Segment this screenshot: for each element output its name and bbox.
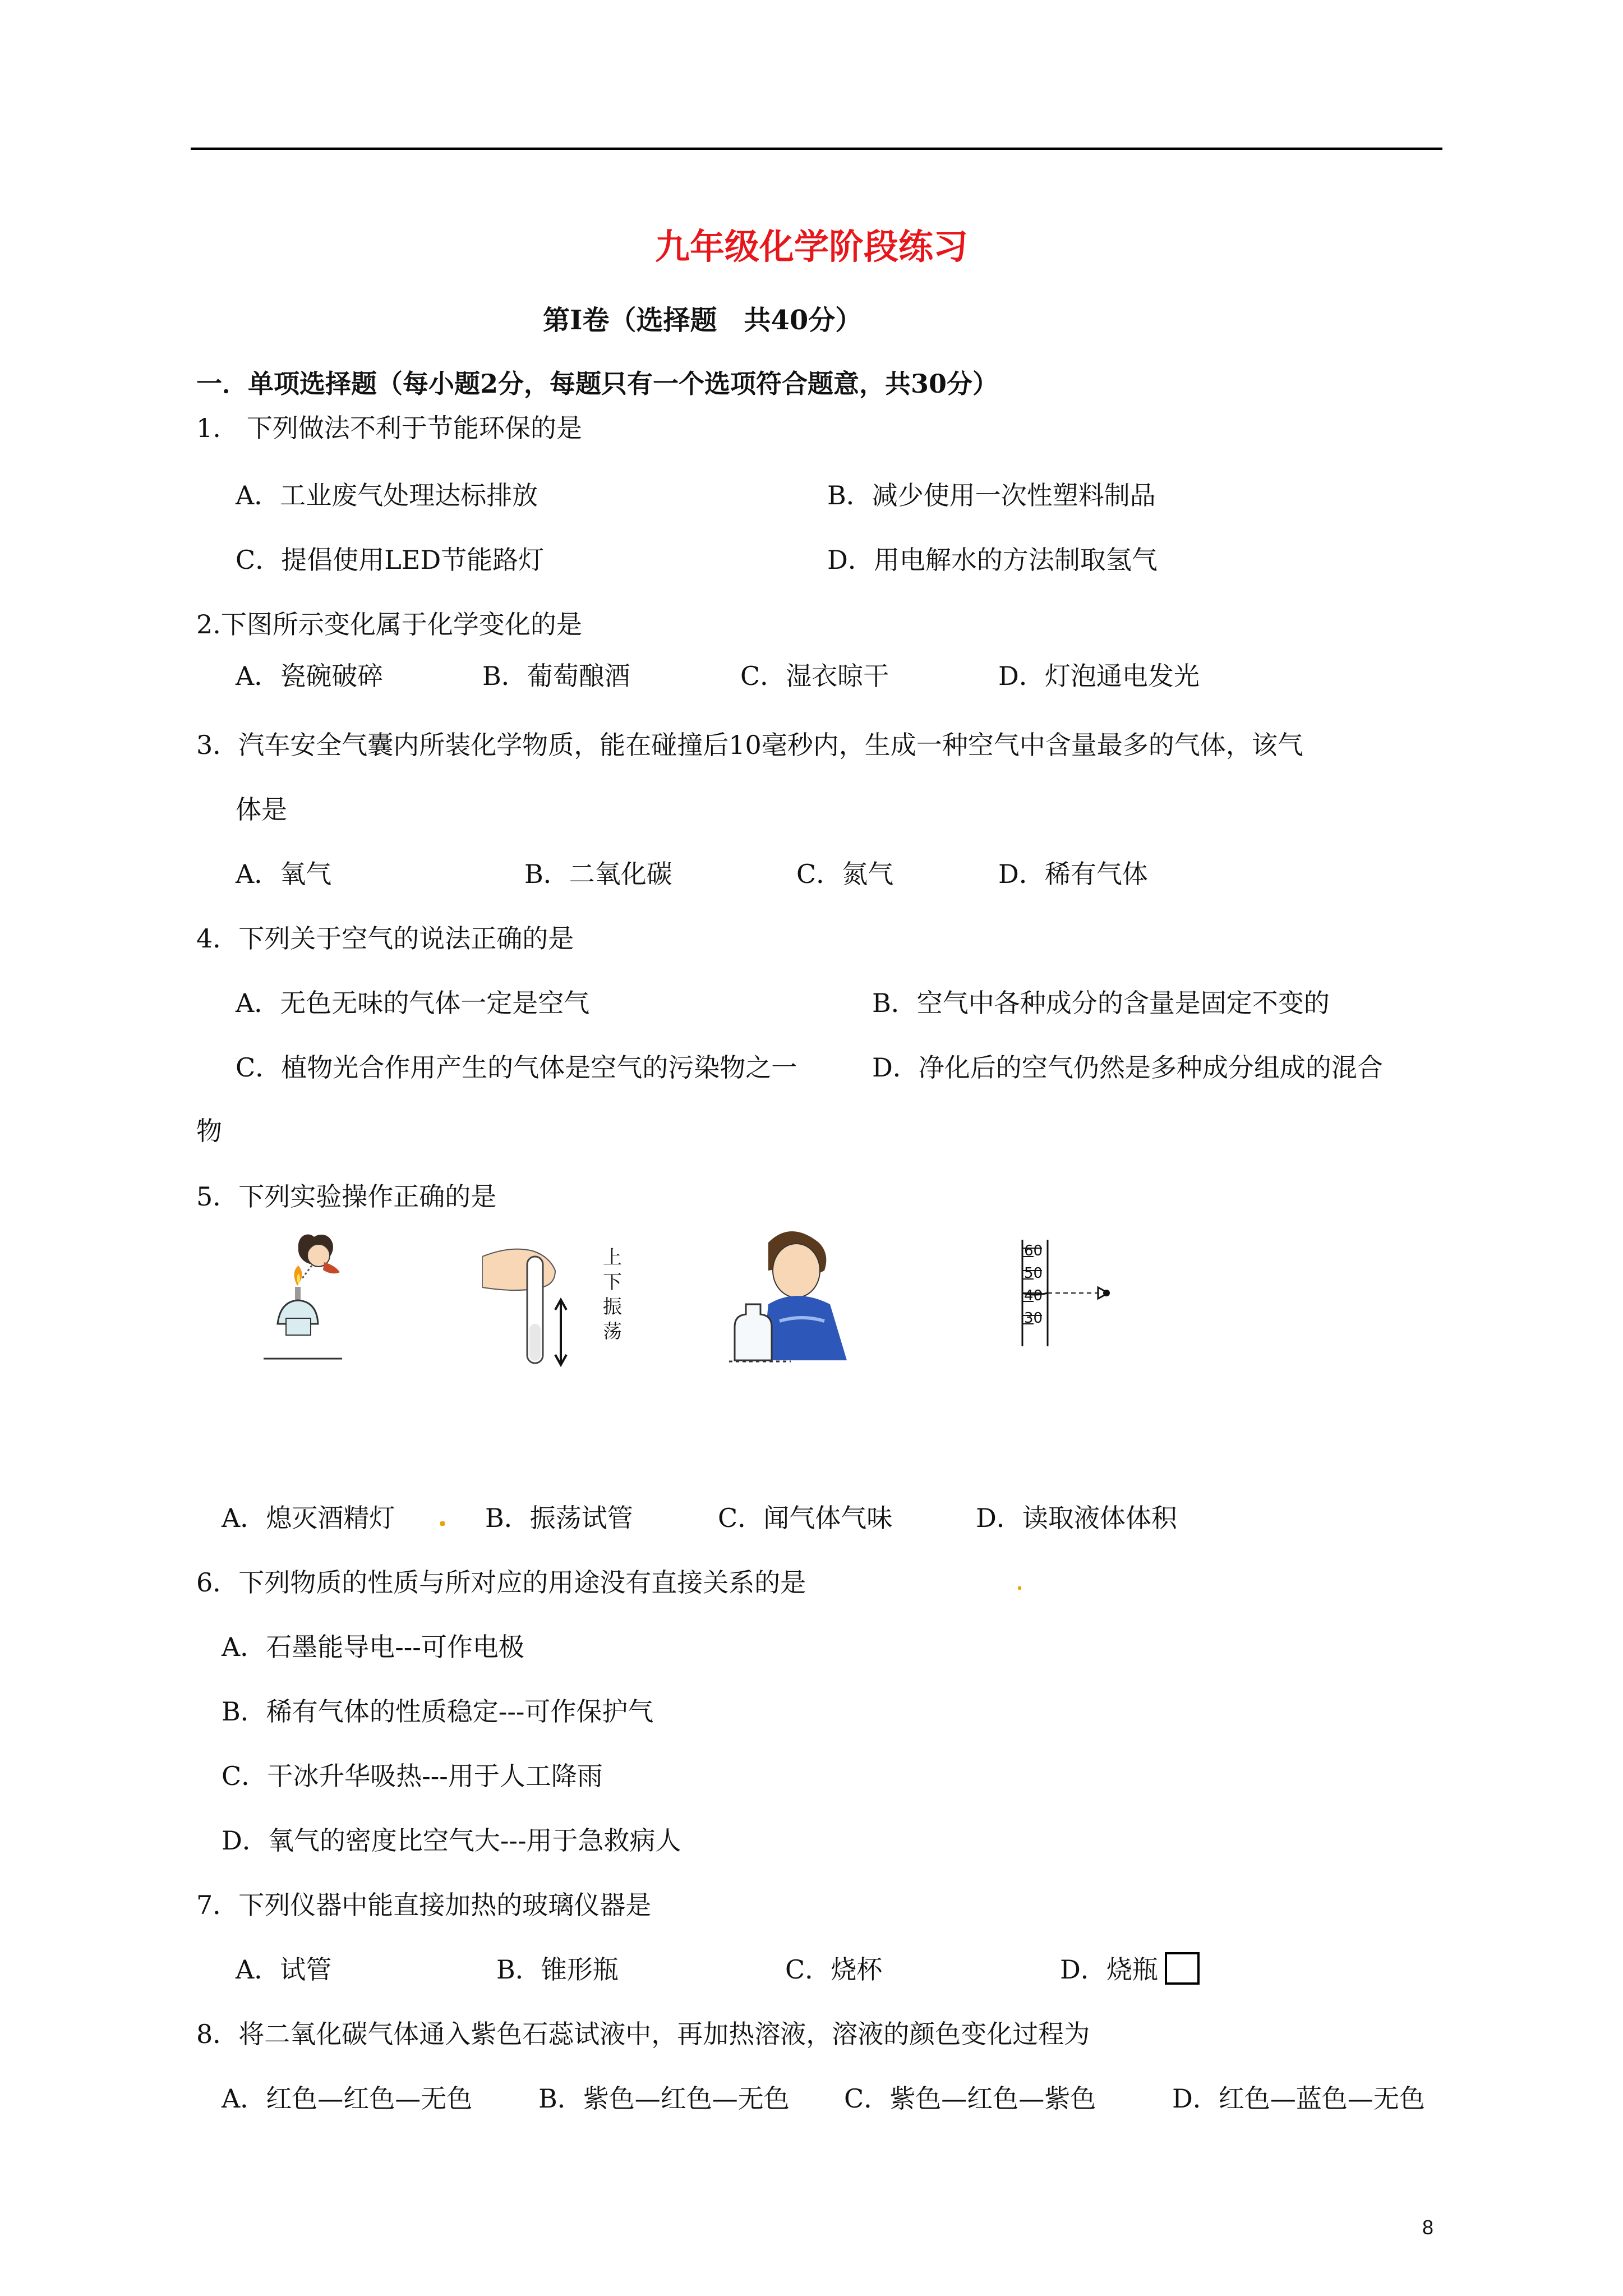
q7-option-b: B．锥形瓶 <box>496 1954 619 1985</box>
q3-option-b: B．二氧化碳 <box>524 859 672 889</box>
q2-option-b: B．葡萄酿酒 <box>482 661 630 691</box>
q8-option-d: D．红色—蓝色—无色 <box>1172 2083 1425 2114</box>
figure-b-label-3: 振 <box>603 1296 622 1318</box>
header-rule <box>191 148 1442 150</box>
q3-stem-line1: 3．汽车安全气囊内所装化学物质，能在碰撞后10毫秒内，生成一种空气中含量最多的气体，该气 <box>196 730 1303 760</box>
q7-stem: 7．下列仪器中能直接加热的玻璃仪器是 <box>196 1890 652 1920</box>
figure-b-shake-test-tube <box>482 1234 617 1374</box>
decorative-dot <box>1018 1586 1021 1590</box>
figure-d-tick-labels <box>1024 1240 1046 1329</box>
figure-b-label-4: 荡 <box>603 1320 622 1343</box>
q4-option-d-continued: 物 <box>196 1116 222 1146</box>
q2-stem: 2.下图所示变化属于化学变化的是 <box>196 609 582 639</box>
q4-option-b: B．空气中各种成分的含量是固定不变的 <box>872 988 1330 1018</box>
figure-d-tick-50: 50 <box>1024 1265 1043 1282</box>
q3-option-a: A．氧气 <box>236 859 332 889</box>
q8-stem: 8．将二氧化碳气体通入紫色石蕊试液中，再加热溶液，溶液的颜色变化过程为 <box>196 2019 1090 2049</box>
q5-option-d: D．读取液体体积 <box>976 1503 1177 1533</box>
q8-option-a: A．红色—红色—无色 <box>222 2083 473 2114</box>
q4-option-c: C．植物光合作用产生的气体是空气的污染物之一 <box>236 1052 797 1083</box>
q4-option-a: A．无色无味的气体一定是空气 <box>236 988 590 1018</box>
decorative-dot <box>440 1521 445 1526</box>
q2-option-a: A．瓷碗破碎 <box>236 661 384 691</box>
page-title: 九年级化学阶段练习 <box>654 226 968 267</box>
q1-option-d: D．用电解水的方法制取氢气 <box>827 545 1158 575</box>
q5-option-b: B．振荡试管 <box>485 1503 633 1533</box>
figure-b-label-1: 上 <box>603 1246 622 1269</box>
q2-option-c: C．湿衣晾干 <box>740 661 889 691</box>
section-heading: 一．单项选择题（每小题2分，每题只有一个选项符合题意，共30分） <box>196 369 999 399</box>
figure-a-blow-out-lamp <box>258 1228 404 1363</box>
q6-option-c: C．干冰升华吸热---用于人工降雨 <box>222 1761 603 1791</box>
q1-option-b: B．减少使用一次性塑料制品 <box>827 480 1156 510</box>
q5-option-c: C．闻气体气味 <box>718 1503 893 1533</box>
figure-d-tick-40: 40 <box>1024 1287 1043 1304</box>
q5-option-a: A．熄灭酒精灯 <box>222 1503 395 1533</box>
q7-option-a: A．试管 <box>236 1954 332 1985</box>
q6-stem: 6．下列物质的性质与所对应的用途没有直接关系的是 <box>196 1567 806 1598</box>
figure-b-label-2: 下 <box>603 1271 622 1294</box>
answer-box <box>1165 1952 1200 1985</box>
q5-stem: 5．下列实验操作正确的是 <box>196 1181 497 1212</box>
q6-option-b: B．稀有气体的性质稳定---可作保护气 <box>222 1696 654 1727</box>
q7-option-d: D．烧瓶 <box>1060 1954 1158 1985</box>
q1-stem: 1. 下列做法不利于节能环保的是 <box>196 413 582 443</box>
q3-option-c: C．氮气 <box>796 859 894 889</box>
q3-stem-line2: 体是 <box>236 794 287 825</box>
q3-option-d: D．稀有气体 <box>998 859 1148 889</box>
q2-option-d: D．灯泡通电发光 <box>998 661 1200 691</box>
q4-option-d: D．净化后的空气仍然是多种成分组成的混合 <box>872 1052 1383 1083</box>
q7-option-c: C．烧杯 <box>785 1954 883 1985</box>
figure-d-tick-30: 30 <box>1024 1310 1043 1327</box>
page-number: 8 <box>1422 2216 1434 2239</box>
q8-option-c: C．紫色—红色—紫色 <box>844 2083 1096 2114</box>
q1-option-c: C．提倡使用LED节能路灯 <box>236 545 545 575</box>
q1-option-a: A．工业废气处理达标排放 <box>236 480 538 510</box>
q8-option-b: B．紫色—红色—无色 <box>538 2083 790 2114</box>
part-subtitle: 第Ⅰ卷（选择题 共40分） <box>543 305 863 336</box>
figure-c-smell-gas <box>729 1226 864 1363</box>
q4-stem: 4．下列关于空气的说法正确的是 <box>196 923 574 954</box>
q6-option-d: D．氧气的密度比空气大---用于急救病人 <box>222 1825 681 1856</box>
q6-option-a: A．石墨能导电---可作电极 <box>222 1632 524 1662</box>
figure-b-labels <box>603 1245 625 1344</box>
figure-d-tick-60: 60 <box>1024 1243 1043 1259</box>
